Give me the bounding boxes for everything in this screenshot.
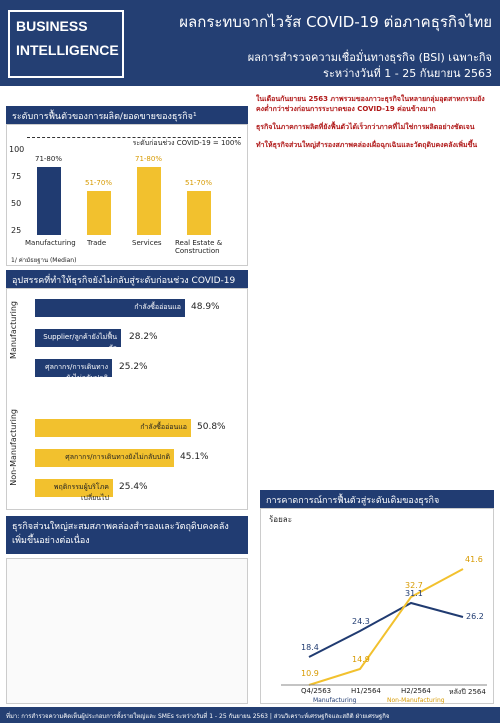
- forecast-lines: [261, 509, 495, 705]
- forecast-header: การคาดการณ์การฟื้นตัวสู่ระดับเดิมของธุรกิจ: [260, 490, 494, 510]
- data-label: 14.9: [352, 655, 370, 664]
- footer: ที่มา: การสำรวจความคิดเห็นผู้ประกอบการทั้งรายใหญ่และ SMEs ระหว่างวันที่ 1 - 25 กันยายน 2563 | ส่วนวิเคราะห์เศรษฐกิจและสถิติ ฝ่ายเศรษฐกิจ: [0, 707, 500, 723]
- obstacle-value: 28.2%: [129, 332, 158, 342]
- legend-item: Non-Manufacturing: [387, 697, 445, 704]
- bar-label: 71-80%: [35, 155, 62, 163]
- bar: [87, 191, 111, 235]
- recovery-header: ระดับการฟื้นตัวของการผลิต/ยอดขายของธุรกิจ¹: [6, 106, 248, 126]
- paragraph: ธุรกิจในภาคการผลิตที่ยังฟื้นตัวได้เร็วกว่าภาคที่ไม่ใช่การผลิตอย่างชัดเจน: [256, 123, 475, 132]
- obstacle-bar: พฤติกรรมผู้บริโภคเปลี่ยนไป: [35, 479, 113, 497]
- y-label: 50: [11, 199, 22, 208]
- x-label: H2/2564: [401, 687, 431, 695]
- brand-box: [8, 10, 124, 78]
- data-label: 18.4: [301, 643, 319, 652]
- page-title: ผลกระทบจากไวรัส COVID-19 ต่อภาคธุรกิจไทย: [179, 13, 492, 31]
- bar: [37, 167, 61, 235]
- survey-period: ระหว่างวันที่ 1 - 25 กันยายน 2563: [323, 67, 492, 80]
- obstacle-value: 45.1%: [180, 452, 209, 462]
- obstacle-bar: กำลังซื้ออ่อนแอ: [35, 299, 185, 317]
- page-subtitle: ผลการสำรวจความเชื่อมั่นทางธุรกิจ (BSI) เฉพาะกิจ: [247, 51, 492, 64]
- obstacle-bar: Supplier/ลูกค้ายังไม่ฟื้นตัว: [35, 329, 121, 347]
- liquidity-chart: [6, 558, 248, 704]
- paragraph: ทำให้ธุรกิจส่วนใหญ่สำรองสภาพคล่องเผื่อฉุกเฉินและวัตถุดิบคงคลังเพิ่มขึ้น: [256, 141, 478, 150]
- data-label: 32.7: [405, 581, 423, 590]
- liquidity-header: ธุรกิจส่วนใหญ่สะสมสภาพคล่องสำรองและวัตถุดิบคงคลังเพิ่มขึ้นอย่างต่อเนื่อง: [6, 516, 248, 554]
- data-label: 31.1: [405, 589, 423, 598]
- data-label: 26.2: [466, 612, 484, 621]
- reference-line: ระดับก่อนช่วง COVID-19 = 100%: [27, 137, 241, 149]
- axis-label: Manufacturing: [9, 301, 18, 359]
- note: 1/ ค่ามัธยฐาน (Median): [11, 257, 77, 264]
- obstacle-bar: ศุลกากร/การเดินทางยังไม่กลับปกติ: [35, 359, 112, 377]
- header: [0, 0, 500, 86]
- obstacle-value: 25.4%: [119, 482, 148, 492]
- x-label: Trade: [87, 239, 107, 247]
- brand-line-2: INTELLIGENCE: [16, 42, 119, 58]
- data-label: 24.3: [352, 617, 370, 626]
- axis-label: Non-Manufacturing: [9, 409, 18, 486]
- obstacles-chart: [6, 288, 248, 510]
- manufacturing-line: [309, 603, 463, 657]
- bar-label: 71-80%: [135, 155, 162, 163]
- legend-item: Manufacturing: [313, 697, 357, 704]
- obstacle-value: 25.2%: [119, 362, 148, 372]
- bar-label: 51-70%: [185, 179, 212, 187]
- recovery-chart: [6, 124, 248, 266]
- x-label: Real Estate & Construction: [175, 239, 223, 255]
- bar-label: 51-70%: [85, 179, 112, 187]
- data-label: 10.9: [301, 669, 319, 678]
- data-label: 41.6: [465, 555, 483, 564]
- non-manufacturing-line: [309, 569, 463, 685]
- bar: [137, 167, 161, 235]
- obstacle-value: 48.9%: [191, 302, 220, 312]
- x-label: Q4/2563: [301, 687, 332, 695]
- obstacle-value: 50.8%: [197, 422, 226, 432]
- obstacles-header: อุปสรรคที่ทำให้ธุรกิจยังไม่กลับสู่ระดับก่อนช่วง COVID-19: [6, 270, 248, 290]
- y-label: 25: [11, 226, 22, 235]
- obstacle-bar: ศุลกากร/การเดินทางยังไม่กลับปกติ: [35, 449, 174, 467]
- x-label: Services: [132, 239, 162, 247]
- x-label: หลังปี 2564: [449, 688, 486, 696]
- x-label: Manufacturing: [25, 239, 76, 247]
- y-label: 75: [11, 172, 22, 181]
- unit-label: ร้อยละ: [269, 515, 292, 524]
- obstacle-bar: กำลังซื้ออ่อนแอ: [35, 419, 191, 437]
- brand-line-1: BUSINESS: [16, 18, 88, 34]
- bar: [187, 191, 211, 235]
- paragraph: ในเดือนกันยายน 2563 ภาพรวมของภาวะธุรกิจในหลายกลุ่มอุตสาหกรรมยังคงต่ำกว่าช่วงก่อนการระบาดของ COVID-19 ค่อนข้างมาก: [256, 95, 485, 114]
- analysis-text: [256, 94, 492, 151]
- x-label: H1/2564: [351, 687, 381, 695]
- y-label: 100: [9, 145, 25, 154]
- forecast-chart: [260, 508, 494, 704]
